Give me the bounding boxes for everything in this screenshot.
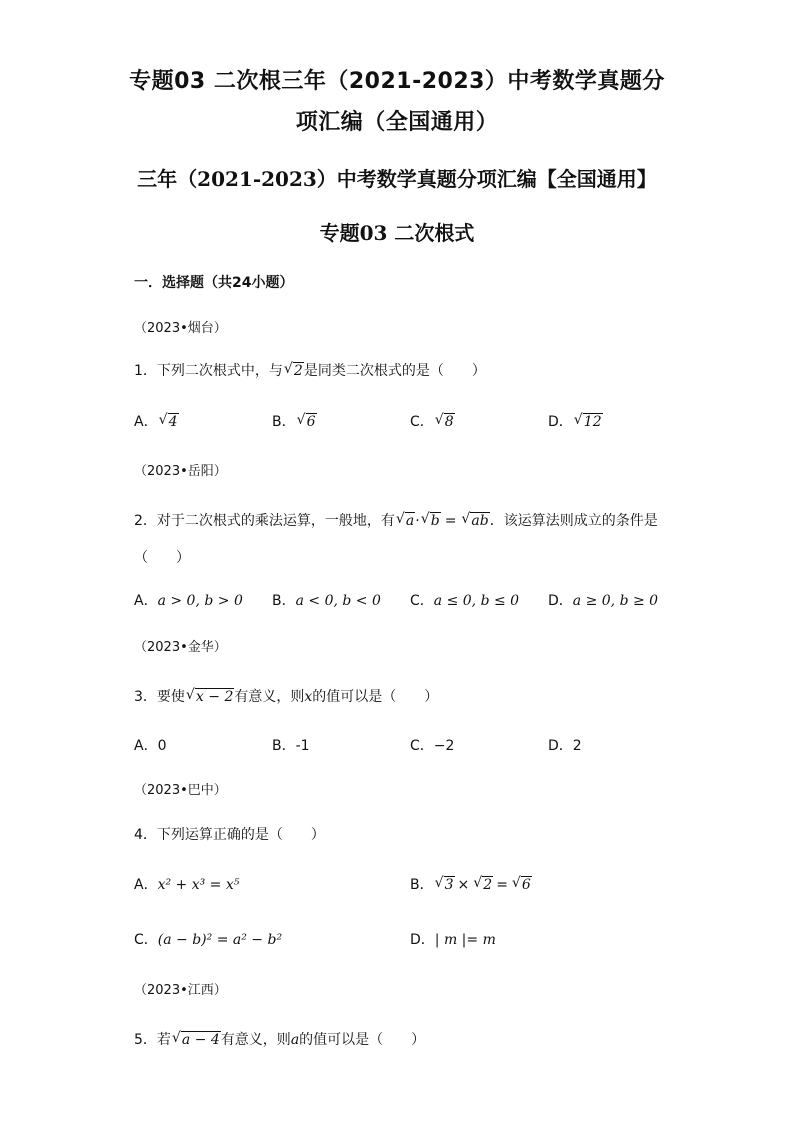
option-label: D． [548, 593, 573, 609]
option-radicand: 4 [168, 414, 178, 430]
option-label: A． [134, 738, 158, 754]
q5-stem-text: 5．若 [134, 1032, 171, 1048]
option-label: A． [134, 877, 158, 893]
q2-source: （2023•岳阳） [134, 464, 227, 479]
q3-option-b[interactable] [272, 737, 310, 755]
q4-option-d[interactable] [410, 931, 496, 949]
option-label: C． [410, 593, 434, 609]
subtitle: 三年（2021-2023）中考数学真题分项汇编【全国通用】 [137, 167, 657, 191]
option-text: a < 0, b < 0 [295, 593, 381, 609]
q3-radicand: x − 2 [195, 689, 234, 705]
sqrt-symbol [298, 413, 317, 431]
sqrt-symbol [173, 1031, 221, 1049]
sqrt-symbol [436, 876, 455, 894]
q1-stem [134, 362, 486, 380]
q2-option-b[interactable] [272, 592, 381, 610]
topic-heading: 专题03 二次根式 [319, 221, 475, 245]
option-text: | m |= m [434, 932, 496, 948]
q1-stem-tail: 是同类二次根式的是（ ） [303, 363, 486, 379]
q4-stem: 4．下列运算正确的是（ ） [134, 827, 325, 843]
option-radicand: 12 [583, 414, 602, 430]
q4-source: （2023•巴中） [134, 783, 227, 798]
q1-option-b[interactable] [272, 413, 317, 431]
q3-stem [134, 688, 438, 706]
option-text: x² + x³ = x⁵ [157, 877, 240, 893]
sqrt-symbol [397, 512, 415, 530]
q3-stem-tail: 的值可以是（ ） [312, 689, 439, 705]
q5-radicand: a − 4 [181, 1032, 220, 1048]
sqrt-symbol [575, 413, 603, 431]
q5-source: （2023•江西） [134, 983, 227, 998]
q2-dot: · [415, 513, 420, 529]
sqrt-symbol [462, 512, 489, 530]
times-sign: × [457, 877, 470, 893]
option-radicand: 2 [483, 877, 493, 893]
option-label: C． [134, 932, 158, 948]
q5-stem-mid: 有意义，则 [220, 1032, 291, 1048]
option-label: D． [548, 738, 573, 754]
q2-stem-tail: ．该运算法则成立的条件是 [489, 513, 658, 529]
q1-radicand: 2 [293, 363, 303, 379]
q2-radicand-a: a [405, 513, 415, 529]
option-label: C． [410, 414, 434, 430]
q1-option-c[interactable] [410, 413, 455, 431]
option-label: B． [272, 593, 296, 609]
option-label: B． [272, 738, 296, 754]
sqrt-symbol [422, 512, 441, 530]
q4-option-b[interactable] [410, 876, 532, 894]
option-label: B． [272, 414, 296, 430]
q5-variable: a [290, 1032, 300, 1048]
option-text: 2 [572, 738, 582, 754]
option-text: −2 [433, 738, 455, 754]
q2-option-c[interactable] [410, 592, 519, 610]
q3-option-c[interactable] [410, 737, 454, 755]
sqrt-symbol [187, 688, 234, 706]
option-radicand: 6 [521, 877, 531, 893]
q3-option-d[interactable] [548, 737, 582, 755]
q4-option-a[interactable] [134, 876, 239, 894]
sqrt-symbol [513, 876, 532, 894]
option-label: D． [410, 932, 435, 948]
sqrt-symbol [160, 413, 179, 431]
option-text: -1 [295, 738, 310, 754]
q2-option-d[interactable] [548, 592, 658, 610]
q2-stem-line2: （ ） [134, 550, 190, 566]
q1-source: （2023•烟台） [134, 321, 227, 336]
option-text: a ≤ 0, b ≤ 0 [433, 593, 520, 609]
q2-equals: = [444, 513, 457, 529]
q3-stem-mid: 有意义，则 [234, 689, 305, 705]
q2-option-a[interactable] [134, 592, 243, 610]
q2-stem-text: 2．对于二次根式的乘法运算，一般地，有 [134, 513, 395, 529]
option-radicand: 6 [306, 414, 316, 430]
q2-stem [134, 512, 658, 530]
q5-stem-tail: 的值可以是（ ） [299, 1032, 426, 1048]
option-label: A． [134, 593, 158, 609]
sqrt-symbol [436, 413, 455, 431]
q2-radicand-ab: ab [471, 513, 489, 529]
q2-radicand-b: b [430, 513, 440, 529]
section-heading: 一．选择题（共24小题） [134, 275, 294, 291]
equals-sign: = [496, 877, 508, 893]
q3-stem-text: 3．要使 [134, 689, 185, 705]
q3-variable: x [304, 689, 313, 705]
q4-option-c[interactable] [134, 931, 282, 949]
title-line-1: 专题03 二次根三年（2021-2023）中考数学真题分 [129, 69, 665, 94]
option-text: 0 [157, 738, 167, 754]
option-label: D． [548, 414, 573, 430]
option-text: a ≥ 0, b ≥ 0 [572, 593, 659, 609]
q1-option-d[interactable] [548, 413, 603, 431]
q5-stem [134, 1031, 425, 1049]
option-radicand: 3 [444, 877, 454, 893]
sqrt-symbol [285, 362, 304, 380]
sqrt-symbol [474, 876, 493, 894]
option-text: (a − b)² = a² − b² [157, 932, 283, 948]
q3-option-a[interactable] [134, 737, 167, 755]
option-label: B． [410, 877, 434, 893]
q3-source: （2023•金华） [134, 640, 227, 655]
option-radicand: 8 [444, 414, 454, 430]
option-text: a > 0, b > 0 [157, 593, 243, 609]
title-line-2: 项汇编（全国通用） [295, 110, 499, 135]
q1-stem-text: 1．下列二次根式中，与 [134, 363, 283, 379]
q1-option-a[interactable] [134, 413, 179, 431]
option-label: C． [410, 738, 434, 754]
option-label: A． [134, 414, 158, 430]
